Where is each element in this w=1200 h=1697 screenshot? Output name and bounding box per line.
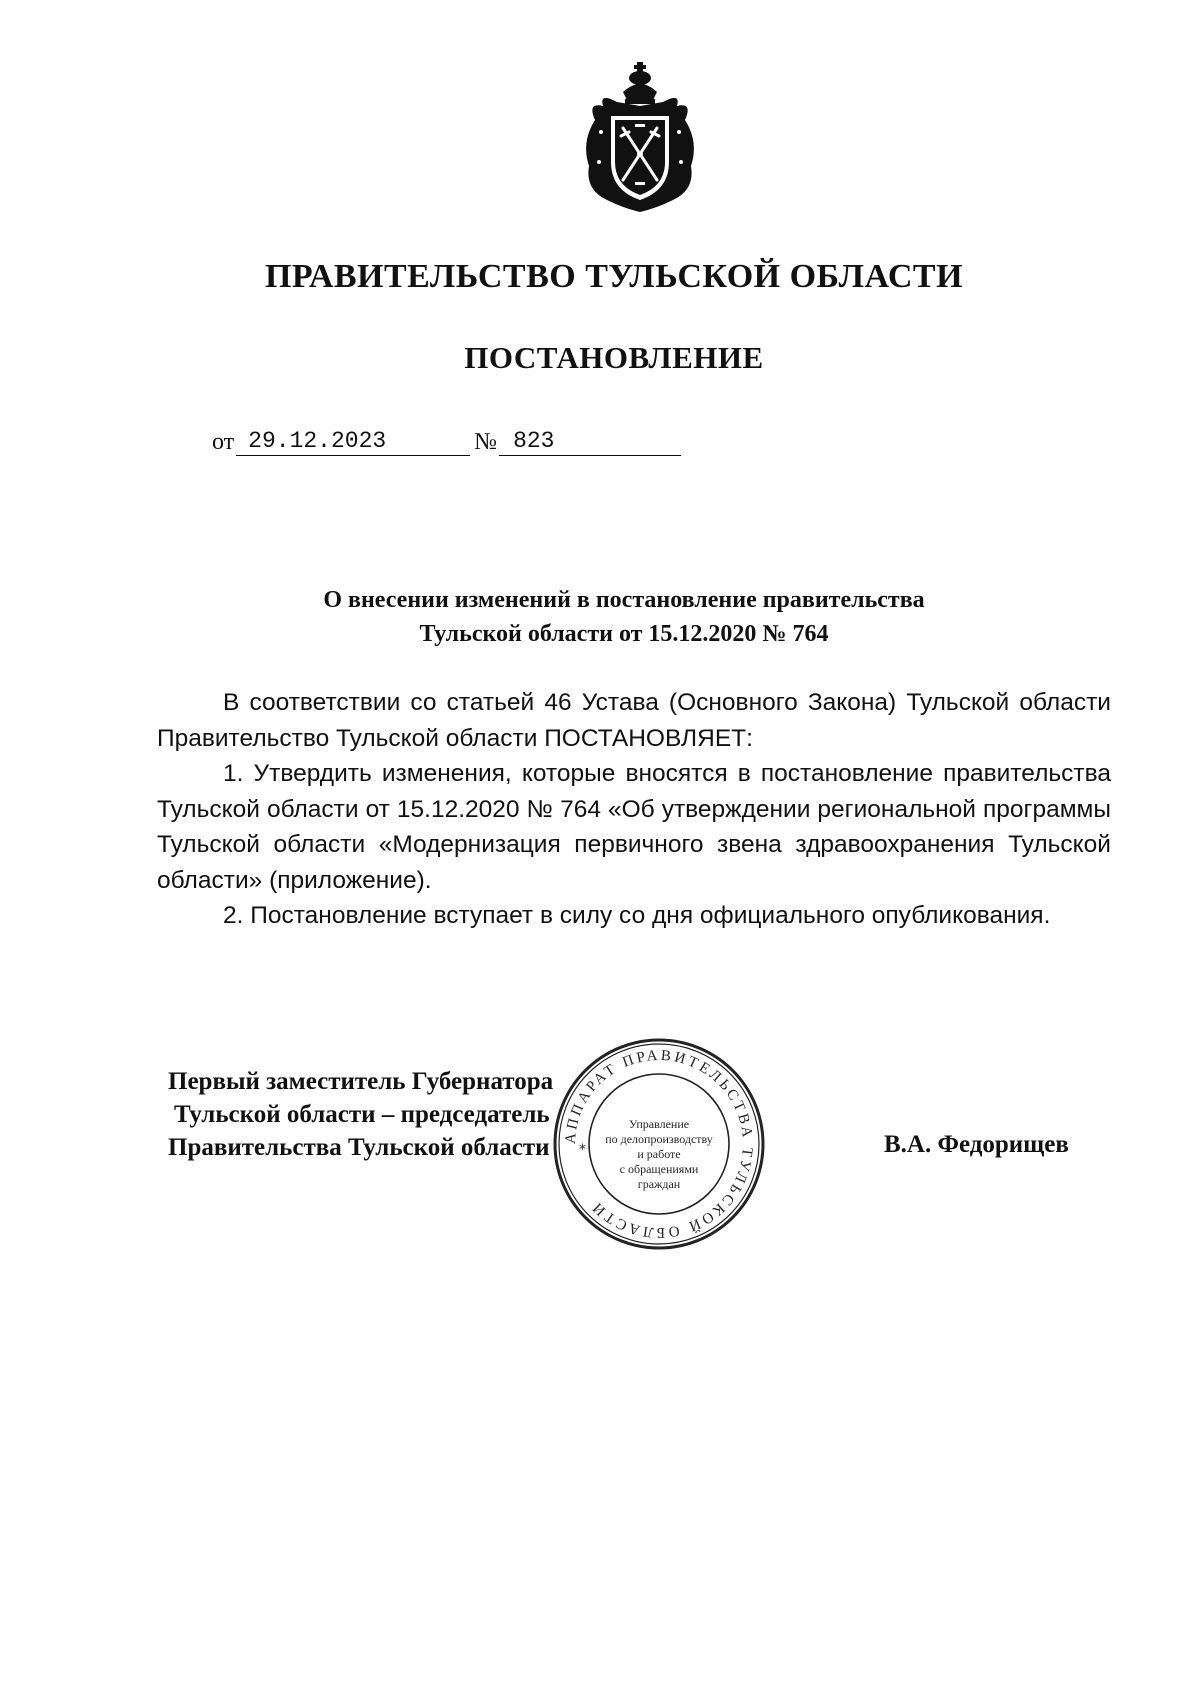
body-paragraph: 2. Постановление вступает в силу со дня официального опубликования. xyxy=(223,902,1051,929)
official-seal-stamp xyxy=(551,1036,767,1252)
signatory-name: В.А. Федорищев xyxy=(884,1131,1069,1158)
stamp-inner-line: с обращениями xyxy=(619,1162,699,1176)
document-body xyxy=(157,685,1111,934)
subject-line: О внесении изменений в постановление правительства xyxy=(323,587,925,613)
body-paragraph: 1. Утвердить изменения, которые вносятся в постановление правительства Тульской области от 15.12.2020 № 764 «Об утверждении региональной программы Тульской области «Модернизация первичного звена здравоохранения Тульской области» (приложение). xyxy=(157,760,1111,894)
coat-of-arms-emblem xyxy=(573,62,707,214)
document-date: 29.12.2023 xyxy=(236,428,470,456)
stamp-inner-line: Управление xyxy=(628,1117,690,1131)
stamp-inner-line: и работе xyxy=(637,1147,681,1161)
government-title: ПРАВИТЕЛЬСТВО ТУЛЬСКОЙ ОБЛАСТИ xyxy=(264,258,964,295)
number-label: № xyxy=(474,429,498,455)
stamp-star-icon: * xyxy=(579,1142,586,1158)
document-type-title: ПОСТАНОВЛЕНИЕ xyxy=(464,340,764,375)
signatory-position xyxy=(168,1065,553,1164)
document-number: 823 xyxy=(499,428,681,456)
position-line: Тульской области – председатель xyxy=(174,1101,550,1128)
document-meta-line xyxy=(212,428,681,456)
stamp-inner-line: граждан xyxy=(637,1177,681,1191)
document-subject xyxy=(0,583,1200,651)
position-line: Правительства Тульской области xyxy=(168,1134,550,1161)
subject-line: Тульской области от 15.12.2020 № 764 xyxy=(419,621,829,647)
position-line: Первый заместитель Губернатора xyxy=(168,1068,554,1095)
body-paragraph: В соответствии со статьей 46 Устава (Основного Закона) Тульской области Правительство Тульской области ПОСТАНОВЛЯЕТ: xyxy=(157,689,1111,752)
stamp-inner-line: по делопроизводству xyxy=(605,1132,713,1146)
date-prefix: от xyxy=(212,429,235,455)
stamp-outer-text: АППАРАТ ПРАВИТЕЛЬСТВА ТУЛЬСКОЙ ОБЛАСТИ xyxy=(562,1047,756,1241)
